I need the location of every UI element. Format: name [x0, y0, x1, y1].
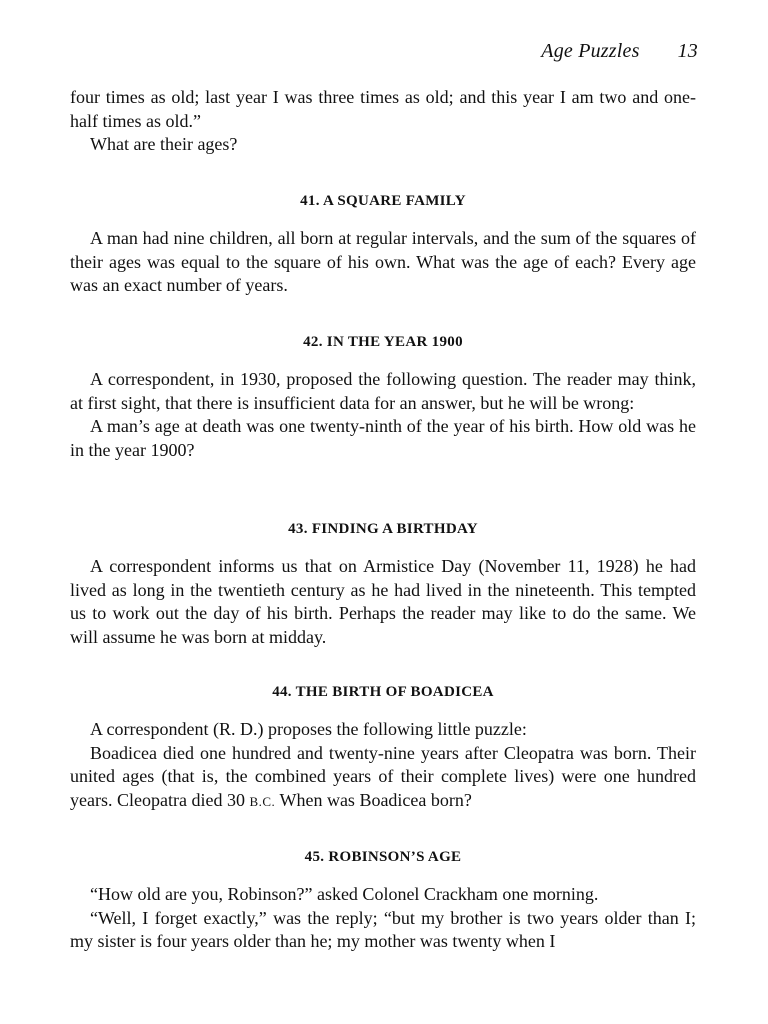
- puzzle-45-paragraph-2: “Well, I forget exactly,” was the reply; “but my brother is two years older than I; my sister is four years older than he; my mother was twenty when I: [70, 907, 696, 951]
- puzzle-41-paragraph: A man had nine children, all born at regular intervals, and the sum of the squares of their ages was equal to the square of his own. What was the age of each? Every age was an exact number of years.: [70, 228, 696, 295]
- puzzle-44-text-part-1: Boadicea died one hundred and twenty-nine years after Cleopatra was born. Their united ages (that is, the combined years of their complete lives) were one hundred years. Cleopatra died 30: [70, 742, 696, 810]
- puzzle-42-text: [70, 368, 696, 462]
- running-head: [541, 40, 698, 63]
- puzzle-44-heading: 44. THE BIRTH OF BOADICEA: [272, 684, 494, 700]
- puzzle-42-heading: 42. IN THE YEAR 1900: [303, 334, 463, 350]
- puzzle-44-text: [70, 718, 696, 813]
- puzzle-41-text: [70, 227, 696, 298]
- puzzle-44-text-part-2: When was Boadicea born?: [279, 789, 472, 810]
- puzzle-42-paragraph-2: A man’s age at death was one twenty-ninth of the year of his birth. How old was he in the year 1900?: [70, 416, 696, 460]
- intro-paragraph: four times as old; last year I was three times as old; and this year I am two and one-half times as old.”: [70, 87, 696, 131]
- puzzle-44-paragraph-1: A correspondent (R. D.) proposes the following little puzzle:: [90, 719, 527, 739]
- puzzle-45-heading: 45. ROBINSON’S AGE: [304, 849, 462, 865]
- intro-question: What are their ages?: [90, 134, 238, 154]
- puzzle-45-paragraph-1: “How old are you, Robinson?” asked Colonel Crackham one morning.: [90, 884, 599, 904]
- puzzle-43-text: [70, 555, 696, 649]
- puzzle-42-paragraph-1: A correspondent, in 1930, proposed the following question. The reader may think, at first sight, that there is insufficient data for an answer, but he will be wrong:: [70, 369, 696, 413]
- puzzle-45-text: [70, 883, 696, 954]
- puzzle-41-heading: 41. A SQUARE FAMILY: [300, 193, 466, 209]
- intro-text: [70, 86, 696, 157]
- page-number: 13: [677, 40, 698, 62]
- running-head-title: Age Puzzles: [541, 40, 640, 62]
- puzzle-43-paragraph: A correspondent informs us that on Armistice Day (November 11, 1928) he had lived as long in the twentieth century as he had lived in the nineteenth. This tempted us to work out the day of his birth. Perhaps the reader may like to do the same. We will assume he was born at midday.: [70, 556, 696, 647]
- puzzle-44-paragraph-2: [70, 742, 696, 814]
- era-abbreviation: B.C.: [249, 793, 276, 809]
- puzzle-43-heading: 43. FINDING A BIRTHDAY: [288, 521, 478, 537]
